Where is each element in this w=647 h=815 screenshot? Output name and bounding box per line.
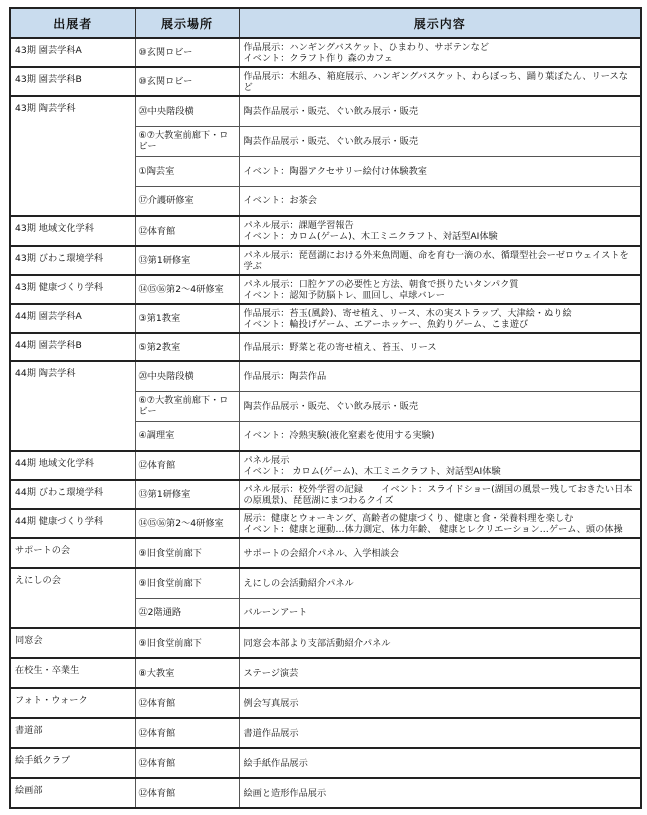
exhibitor-cell: 44期 びわこ環境学科 xyxy=(10,480,135,509)
location-cell: ⑫体育館 xyxy=(135,216,239,246)
exhibitor-cell: 44期 園芸学科A xyxy=(10,304,135,333)
exhibitor-cell: 絵手紙クラブ xyxy=(10,748,135,778)
exhibit-table xyxy=(9,7,642,809)
exhibit-schedule xyxy=(9,7,640,809)
location-cell: ⑫体育館 xyxy=(135,778,239,808)
content-cell: パネル展示：琵琶湖における外来魚問題、命を育む一滴の水、循環型社会ーゼロウェイストを学ぶ xyxy=(239,246,641,275)
content-cell: パネル展示：口腔ケアの必要性と方法、朝食で摂りたいタンパク質 イベント：認知予防脳トレ、皿回し、卓球バレー xyxy=(239,275,641,304)
table-body xyxy=(10,38,641,808)
header-location: 展示場所 xyxy=(135,8,239,38)
location-cell: ⑥⑦大教室前廊下・ロビー xyxy=(135,391,239,421)
content-cell: 作品展示：木組み、箱庭展示、ハンギングバスケット、わらぼっち、踊り葉ぼたん、リースなど xyxy=(239,67,641,96)
table-row xyxy=(10,509,641,538)
location-cell: ⑩玄関ロビー xyxy=(135,38,239,67)
content-cell: 展示：健康とウォーキング、高齢者の健康づくり、健康と食・栄養料理を楽しむ イベント：健康と運動…体力測定、体力年齢、 健康とレクリエーション…ゲーム、頭の体操 xyxy=(239,509,641,538)
content-cell: イベント：冷熱実験(液化窒素を使用する実験) xyxy=(239,421,641,451)
table-row xyxy=(10,361,641,391)
table-row xyxy=(10,304,641,333)
exhibitor-cell: 43期 健康づくり学科 xyxy=(10,275,135,304)
location-cell: ⑨旧食堂前廊下 xyxy=(135,628,239,658)
location-cell: ⑬第1研修室 xyxy=(135,246,239,275)
table-row xyxy=(10,216,641,246)
exhibitor-cell: 43期 びわこ環境学科 xyxy=(10,246,135,275)
content-cell: 陶芸作品展示・販売、ぐい飲み展示・販売 xyxy=(239,96,641,126)
location-cell: ⑬第1研修室 xyxy=(135,480,239,509)
location-cell: ㉑2階通路 xyxy=(135,598,239,628)
table-row xyxy=(10,246,641,275)
table-row xyxy=(10,568,641,598)
table-row xyxy=(10,38,641,67)
exhibitor-cell: 在校生・卒業生 xyxy=(10,658,135,688)
location-cell: ⑳中央階段横 xyxy=(135,361,239,391)
exhibitor-cell: 43期 園芸学科A xyxy=(10,38,135,67)
content-cell: パネル展示：校外学習の記録 イベント：スライドショー(湖国の風景ー残しておきたい日本の原風景)、琵琶湖にまつわるクイズ xyxy=(239,480,641,509)
content-cell: えにしの会活動紹介パネル xyxy=(239,568,641,598)
location-cell: ⑫体育館 xyxy=(135,748,239,778)
content-cell: サポートの会紹介パネル、入学相談会 xyxy=(239,538,641,568)
exhibitor-cell: 44期 園芸学科B xyxy=(10,333,135,361)
location-cell: ⑭⑮⑯第2～4研修室 xyxy=(135,509,239,538)
location-cell: ⑫体育館 xyxy=(135,718,239,748)
exhibitor-cell: 同窓会 xyxy=(10,628,135,658)
content-cell: 同窓会本部より支部活動紹介パネル xyxy=(239,628,641,658)
location-cell: ⑧大教室 xyxy=(135,658,239,688)
table-row xyxy=(10,718,641,748)
exhibitor-cell: 44期 地域文化学科 xyxy=(10,451,135,480)
content-cell: 作品展示：苔玉(風鈴)、寄せ植え、リース、木の実ストラップ、大津絵・ぬり絵 イベント：輪投げゲーム、エアーホッケー、魚釣りゲーム、こま遊び xyxy=(239,304,641,333)
table-row xyxy=(10,688,641,718)
header-row xyxy=(10,8,641,38)
exhibitor-cell: 43期 園芸学科B xyxy=(10,67,135,96)
table-row xyxy=(10,778,641,808)
table-row xyxy=(10,538,641,568)
content-cell: パネル展示：課題学習報告 イベント：カロム(ゲーム)、木工ミニクラフト、対話型AI体験 xyxy=(239,216,641,246)
content-cell: 絵手紙作品展示 xyxy=(239,748,641,778)
location-cell: ④調理室 xyxy=(135,421,239,451)
content-cell: 陶芸作品展示・販売、ぐい飲み展示・販売 xyxy=(239,126,641,156)
location-cell: ⑥⑦大教室前廊下・ロビー xyxy=(135,126,239,156)
content-cell: 例会写真展示 xyxy=(239,688,641,718)
content-cell: 陶芸作品展示・販売、ぐい飲み展示・販売 xyxy=(239,391,641,421)
content-cell: ステージ演芸 xyxy=(239,658,641,688)
exhibitor-cell: 44期 陶芸学科 xyxy=(10,361,135,451)
header-content: 展示内容 xyxy=(239,8,641,38)
content-cell: イベント：陶器アクセサリー絵付け体験教室 xyxy=(239,156,641,186)
table-row xyxy=(10,275,641,304)
content-cell: バルーンアート xyxy=(239,598,641,628)
exhibitor-cell: えにしの会 xyxy=(10,568,135,628)
location-cell: ⑫体育館 xyxy=(135,688,239,718)
content-cell: 作品展示：野菜と花の寄せ植え、苔玉、リース xyxy=(239,333,641,361)
header-exhibitor: 出展者 xyxy=(10,8,135,38)
exhibitor-cell: 書道部 xyxy=(10,718,135,748)
location-cell: ⑨旧食堂前廊下 xyxy=(135,568,239,598)
table-row xyxy=(10,67,641,96)
table-row xyxy=(10,658,641,688)
location-cell: ⑩玄関ロビー xyxy=(135,67,239,96)
table-row xyxy=(10,451,641,480)
table-row xyxy=(10,748,641,778)
location-cell: ⑫体育館 xyxy=(135,451,239,480)
location-cell: ⑨旧食堂前廊下 xyxy=(135,538,239,568)
location-cell: ⑳中央階段横 xyxy=(135,96,239,126)
exhibitor-cell: サポートの会 xyxy=(10,538,135,568)
content-cell: 作品展示：ハンギングバスケット、ひまわり、サボテンなど イベント：クラフト作り 森のカフェ xyxy=(239,38,641,67)
exhibitor-cell: フォト・ウォーク xyxy=(10,688,135,718)
exhibitor-cell: 絵画部 xyxy=(10,778,135,808)
location-cell: ⑭⑮⑯第2～4研修室 xyxy=(135,275,239,304)
location-cell: ⑰介護研修室 xyxy=(135,186,239,216)
table-row xyxy=(10,333,641,361)
location-cell: ①陶芸室 xyxy=(135,156,239,186)
location-cell: ③第1教室 xyxy=(135,304,239,333)
table-row xyxy=(10,628,641,658)
exhibitor-cell: 43期 地域文化学科 xyxy=(10,216,135,246)
content-cell: イベント：お茶会 xyxy=(239,186,641,216)
content-cell: 書道作品展示 xyxy=(239,718,641,748)
content-cell: パネル展示 イベント： カロム(ゲーム)、木工ミニクラフト、対話型AI体験 xyxy=(239,451,641,480)
exhibitor-cell: 43期 陶芸学科 xyxy=(10,96,135,216)
content-cell: 絵画と造形作品展示 xyxy=(239,778,641,808)
location-cell: ⑤第2教室 xyxy=(135,333,239,361)
exhibitor-cell: 44期 健康づくり学科 xyxy=(10,509,135,538)
table-row xyxy=(10,96,641,126)
content-cell: 作品展示：陶芸作品 xyxy=(239,361,641,391)
table-row xyxy=(10,480,641,509)
